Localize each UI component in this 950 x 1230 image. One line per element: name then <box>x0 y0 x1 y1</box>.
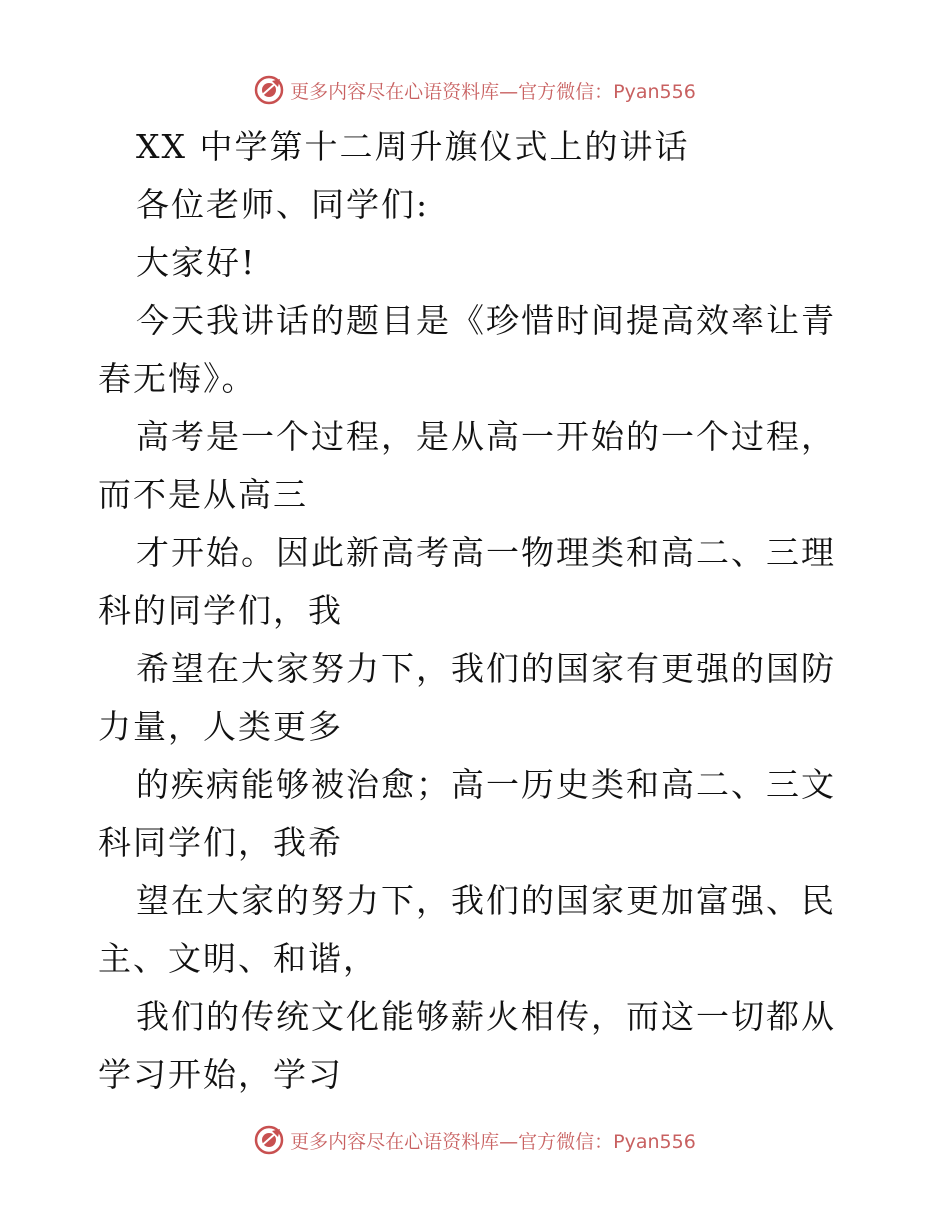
document-line: 望在大家的努力下，我们的国家更加富强、民主、文明、和谐， <box>98 881 836 978</box>
document-line: 才开始。因此新高考高一物理类和高二、三理科的同学们，我 <box>98 533 836 630</box>
document-line: 的疾病能够被治愈；高一历史类和高二、三文科同学们，我希 <box>98 765 836 862</box>
document-line: 大家好! <box>136 243 257 282</box>
document-body <box>98 118 868 1104</box>
document-line: 今天我讲话的题目是《珍惜时间提高效率让青春无悔》。 <box>98 301 836 398</box>
seal-logo-icon <box>254 75 284 105</box>
document-title: XX 中学第十二周升旗仪式上的讲话 <box>136 127 690 166</box>
document-line: 我们的传统文化能够薪火相传，而这一切都从学习开始，学习 <box>98 997 836 1094</box>
watermark-text: 更多内容尽在心语资料库—官方微信：Pyan556 <box>290 80 696 103</box>
document-line: 希望在大家努力下，我们的国家有更强的国防力量，人类更多 <box>98 649 836 746</box>
document-line: 高考是一个过程，是从高一开始的一个过程，而不是从高三 <box>98 417 836 514</box>
seal-logo-icon <box>254 1125 284 1155</box>
watermark-text: 更多内容尽在心语资料库—官方微信：Pyan556 <box>290 1130 696 1153</box>
header-watermark <box>0 70 950 110</box>
document-line: 各位老师、同学们: <box>136 185 430 224</box>
footer-watermark <box>0 1120 950 1160</box>
